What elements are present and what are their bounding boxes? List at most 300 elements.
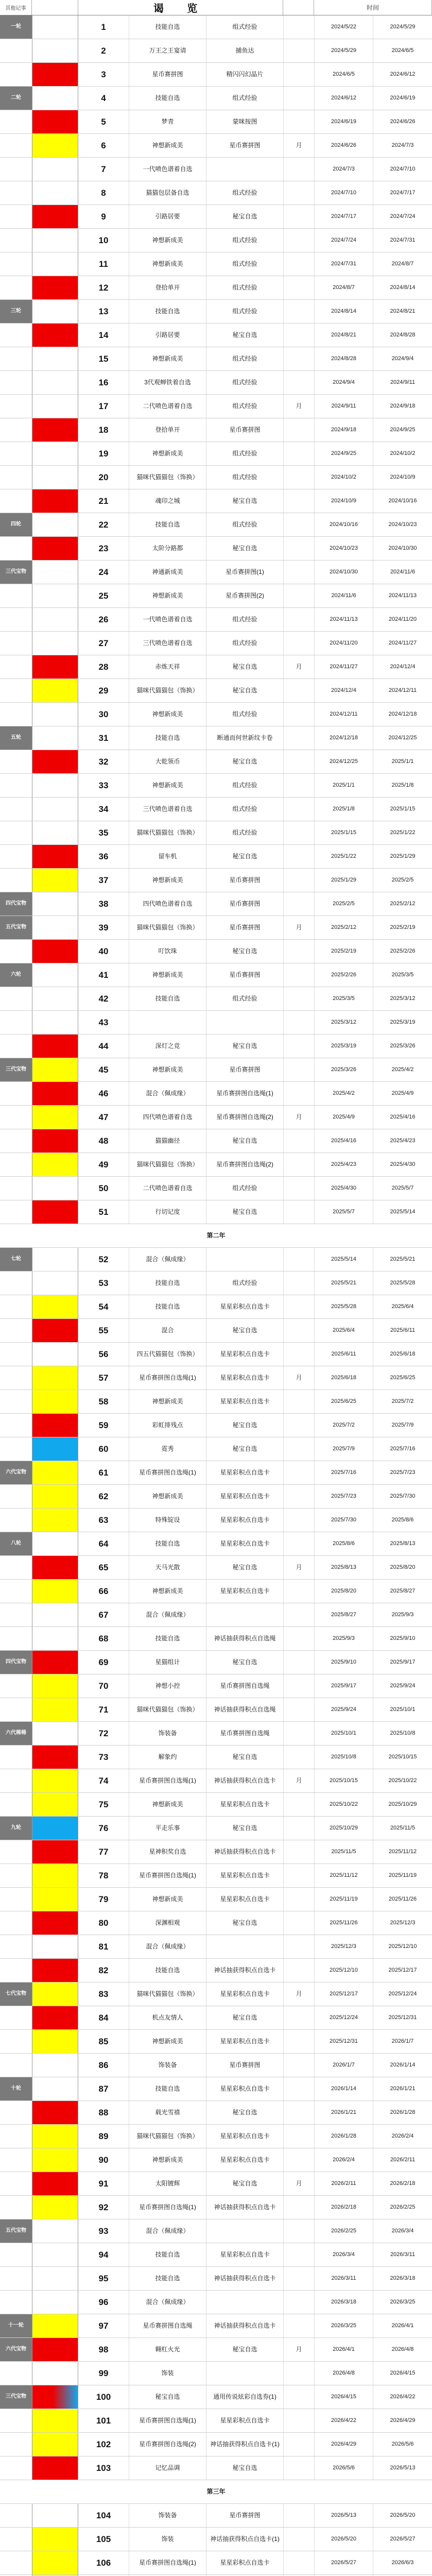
- reward-secondary: [206, 1248, 283, 1271]
- start-date: 2025/12/24: [314, 2006, 373, 2029]
- month-marker: [283, 1959, 314, 1982]
- round-note: 二轮: [0, 87, 32, 110]
- color-swatch: [32, 1674, 78, 1698]
- reward-primary: 技能自选: [129, 1532, 206, 1555]
- end-date: 2025/10/8: [373, 1722, 432, 1745]
- end-date: 2024/10/16: [373, 489, 432, 513]
- reward-primary: 星币赛拼图自选绳(2): [129, 2433, 206, 2456]
- reward-secondary: 组式经验: [206, 632, 283, 655]
- row-number: 55: [98, 1325, 109, 1335]
- color-swatch: [32, 2362, 78, 2385]
- month-marker: [283, 2006, 314, 2029]
- month-marker: 月: [283, 1982, 314, 2006]
- color-swatch: [32, 2125, 78, 2148]
- color-swatch: [32, 1200, 78, 1224]
- table-row: [0, 1485, 432, 1509]
- color-swatch: [32, 1106, 78, 1129]
- month-marker: [283, 561, 314, 584]
- color-swatch: [32, 1177, 78, 1200]
- reward-primary: 太阳镀辉: [129, 2172, 206, 2195]
- end-date: 2026/3/4: [373, 2219, 432, 2243]
- reward-primary: 星神积奖自选: [129, 1840, 206, 1863]
- start-date: 2025/12/3: [314, 1935, 373, 1958]
- start-date: 2025/5/14: [314, 1248, 373, 1271]
- start-date: 2025/8/6: [314, 1532, 373, 1555]
- end-date: 2024/12/4: [373, 655, 432, 679]
- start-date: 2026/2/18: [314, 2196, 373, 2219]
- round-note: [0, 1556, 32, 1579]
- row-number: 78: [98, 1870, 109, 1880]
- end-date: 2026/2/4: [373, 2125, 432, 2148]
- round-note: 四代宝物: [0, 1651, 32, 1674]
- table-row: [0, 2338, 432, 2362]
- reward-secondary: 星星彩积点自选卡: [206, 1888, 283, 1911]
- start-date: 2025/2/5: [314, 892, 373, 916]
- reward-primary: 引路居要: [129, 205, 206, 228]
- row-number: 4: [101, 93, 106, 103]
- row-number: 90: [98, 2155, 109, 2165]
- table-row: [0, 1106, 432, 1129]
- month-marker: [283, 2551, 314, 2574]
- reward-primary: 神想新成美: [129, 963, 206, 987]
- reward-primary: 星币赛拼图自选绳(1): [129, 1366, 206, 1389]
- row-number: 77: [98, 1846, 109, 1857]
- row-number: 61: [98, 1467, 109, 1478]
- row-number: 12: [98, 282, 109, 293]
- reward-secondary: 星币赛拼图: [206, 963, 283, 987]
- row-number: 23: [98, 543, 109, 553]
- round-note: [0, 2101, 32, 2124]
- table-row: [0, 1437, 432, 1461]
- end-date: 2026/5/20: [373, 2504, 432, 2527]
- table-row: [0, 1603, 432, 1627]
- row-number: 102: [96, 2439, 111, 2449]
- end-date: 2025/10/22: [373, 1769, 432, 1792]
- reward-secondary: 秘宝自选: [206, 324, 283, 347]
- color-swatch: [32, 300, 78, 323]
- end-date: 2025/5/21: [373, 1248, 432, 1271]
- row-number: 106: [96, 2557, 111, 2568]
- table-row: [0, 513, 432, 537]
- end-date: 2025/4/30: [373, 1153, 432, 1176]
- start-date: 2025/6/25: [314, 1390, 373, 1413]
- end-date: 2025/8/6: [373, 1509, 432, 1532]
- color-swatch: [32, 1769, 78, 1792]
- table-row: [0, 1319, 432, 1343]
- reward-secondary: 神话抽获得积点自选卡(1): [206, 2433, 283, 2456]
- start-date: 2026/5/27: [314, 2551, 373, 2574]
- header-time-label: 时间: [314, 0, 432, 15]
- end-date: 2025/12/3: [373, 1911, 432, 1935]
- month-marker: [283, 158, 314, 181]
- round-note: 五轮: [0, 726, 32, 750]
- month-marker: [283, 2528, 314, 2551]
- month-marker: [283, 1722, 314, 1745]
- end-date: 2025/1/29: [373, 845, 432, 868]
- end-date: 2025/3/5: [373, 963, 432, 987]
- row-number: 22: [98, 519, 109, 530]
- round-note: [0, 1698, 32, 1721]
- header-month-column: [283, 0, 314, 15]
- table-row: [0, 205, 432, 229]
- table-row: [0, 1509, 432, 1532]
- row-number: 16: [98, 377, 109, 387]
- start-date: 2025/11/5: [314, 1840, 373, 1863]
- row-number: 82: [98, 1965, 109, 1975]
- table-row: [0, 2551, 432, 2575]
- reward-secondary: 秘宝自选: [206, 1437, 283, 1461]
- month-marker: [283, 2219, 314, 2243]
- row-number: 32: [98, 756, 109, 767]
- table-row: [0, 1366, 432, 1390]
- month-marker: [283, 1935, 314, 1958]
- end-date: 2025/9/24: [373, 1674, 432, 1698]
- reward-primary: 神想新成美: [129, 869, 206, 892]
- round-note: [0, 2504, 32, 2527]
- table-row: [0, 561, 432, 584]
- month-marker: [283, 679, 314, 702]
- reward-primary: 猫咪代猫猫包（饰换）: [129, 916, 206, 939]
- month-marker: [283, 963, 314, 987]
- end-date: 2025/7/16: [373, 1437, 432, 1461]
- month-marker: [283, 1627, 314, 1650]
- end-date: 2025/9/10: [373, 1627, 432, 1650]
- round-note: 六代宝物: [0, 2338, 32, 2361]
- color-swatch: [32, 726, 78, 750]
- color-swatch: [32, 2172, 78, 2195]
- end-date: 2024/12/25: [373, 726, 432, 750]
- row-number: 63: [98, 1515, 109, 1525]
- reward-secondary: 星星彩积点自选卡: [206, 1864, 283, 1887]
- row-number: 2: [101, 45, 106, 56]
- row-number: 101: [96, 2415, 111, 2426]
- month-marker: [283, 300, 314, 323]
- end-date: 2025/5/28: [373, 1272, 432, 1295]
- reward-secondary: 神话抽获得积点自选卡: [206, 2267, 283, 2290]
- round-note: 六代宝物: [0, 1461, 32, 1484]
- reward-primary: 登拾单开: [129, 418, 206, 442]
- month-marker: [283, 2291, 314, 2314]
- reward-secondary: 组式经验: [206, 821, 283, 844]
- start-date: 2026/4/15: [314, 2385, 373, 2409]
- round-note: [0, 1343, 32, 1366]
- month-marker: [283, 418, 314, 442]
- color-swatch: [32, 1319, 78, 1342]
- round-note: [0, 1390, 32, 1413]
- start-date: 2025/11/12: [314, 1864, 373, 1887]
- reward-secondary: 组式经验: [206, 987, 283, 1010]
- reward-primary: 深渊相观: [129, 1911, 206, 1935]
- end-date: 2026/4/1: [373, 2314, 432, 2337]
- reward-secondary: 星星彩积点自选卡: [206, 1295, 283, 1318]
- end-date: 2024/10/23: [373, 513, 432, 536]
- reward-primary: 叮饮珠: [129, 940, 206, 963]
- start-date: 2026/3/11: [314, 2267, 373, 2290]
- table-row: [0, 1769, 432, 1793]
- reward-primary: 神想新成美: [129, 229, 206, 252]
- month-marker: [283, 798, 314, 821]
- start-date: 2026/1/21: [314, 2101, 373, 2124]
- reward-primary: 混合: [129, 1319, 206, 1342]
- reward-secondary: 组式经验: [206, 1272, 283, 1295]
- table-row: [0, 276, 432, 300]
- table-row: [0, 418, 432, 442]
- color-swatch: [32, 2006, 78, 2029]
- table-row: [0, 395, 432, 418]
- color-swatch: [32, 561, 78, 584]
- row-number: 58: [98, 1396, 109, 1406]
- reward-secondary: [206, 158, 283, 181]
- round-note: [0, 347, 32, 370]
- start-date: 2024/10/2: [314, 466, 373, 489]
- month-marker: [283, 869, 314, 892]
- color-swatch: [32, 324, 78, 347]
- month-marker: 月: [283, 2172, 314, 2195]
- table-row: [0, 2456, 432, 2480]
- reward-primary: 记忆品调: [129, 2456, 206, 2480]
- round-note: [0, 2196, 32, 2219]
- start-date: 2025/10/29: [314, 1817, 373, 1840]
- table-row: [0, 2125, 432, 2148]
- round-note: [0, 1627, 32, 1650]
- round-note: 五代宝物: [0, 916, 32, 939]
- table-row: [0, 134, 432, 158]
- start-date: 2025/7/2: [314, 1414, 373, 1437]
- reward-secondary: 星星彩积点自选卡: [206, 2077, 283, 2100]
- table-row: [0, 87, 432, 110]
- reward-primary: 猫猫包层备自选: [129, 181, 206, 205]
- table-row: [0, 489, 432, 513]
- row-number: 47: [98, 1112, 109, 1122]
- reward-primary: 霓秀: [129, 1437, 206, 1461]
- end-date: 2025/4/16: [373, 1106, 432, 1129]
- row-number: 46: [98, 1088, 109, 1098]
- row-number: 97: [98, 2320, 109, 2331]
- month-marker: [283, 1058, 314, 1081]
- month-marker: [283, 940, 314, 963]
- round-note: [0, 940, 32, 963]
- reward-primary: 神想新成美: [129, 1390, 206, 1413]
- start-date: 2025/11/19: [314, 1888, 373, 1911]
- reward-primary: 猫咪代猫猫包（饰换）: [129, 1982, 206, 2006]
- end-date: 2025/11/12: [373, 1840, 432, 1863]
- row-number: 76: [98, 1823, 109, 1833]
- table-row: [0, 39, 432, 63]
- round-note: 三轮: [0, 300, 32, 323]
- reward-secondary: [206, 2219, 283, 2243]
- table-row: [0, 987, 432, 1011]
- end-date: 2025/5/14: [373, 1200, 432, 1224]
- start-date: 2025/4/23: [314, 1153, 373, 1176]
- row-number: 52: [98, 1254, 109, 1264]
- row-number: 91: [98, 2178, 109, 2189]
- start-date: 2025/6/11: [314, 1343, 373, 1366]
- color-swatch: [32, 1935, 78, 1958]
- end-date: 2024/7/3: [373, 134, 432, 157]
- end-date: 2025/7/2: [373, 1390, 432, 1413]
- end-date: 2024/7/24: [373, 205, 432, 228]
- reward-primary: 星币赛拼图自选绳: [129, 2314, 206, 2337]
- color-swatch: [32, 489, 78, 513]
- round-note: [0, 1769, 32, 1792]
- color-swatch: [32, 181, 78, 205]
- reward-secondary: 星币赛拼图(1): [206, 561, 283, 584]
- start-date: 2024/6/26: [314, 134, 373, 157]
- round-note: [0, 442, 32, 465]
- reward-secondary: 星币赛拼图: [206, 892, 283, 916]
- start-date: 2025/2/12: [314, 916, 373, 939]
- month-marker: [283, 1153, 314, 1176]
- end-date: 2025/7/9: [373, 1414, 432, 1437]
- start-date: 2025/1/29: [314, 869, 373, 892]
- color-swatch: [32, 1272, 78, 1295]
- round-note: [0, 2362, 32, 2385]
- table-row: [0, 1153, 432, 1177]
- table-row: [0, 1745, 432, 1769]
- reward-primary: 神想新成美: [129, 134, 206, 157]
- round-note: [0, 1177, 32, 1200]
- row-number: 89: [98, 2131, 109, 2141]
- table-row: [0, 1272, 432, 1295]
- round-note: [0, 1911, 32, 1935]
- month-marker: [283, 821, 314, 844]
- round-note: 九轮: [0, 1817, 32, 1840]
- reward-primary: 解象约: [129, 1745, 206, 1769]
- table-row: [0, 252, 432, 276]
- end-date: 2025/9/3: [373, 1603, 432, 1626]
- reward-primary: 神想新成美: [129, 2030, 206, 2053]
- table-row: [0, 347, 432, 371]
- color-swatch: [32, 1295, 78, 1318]
- reward-primary: 星猫组计: [129, 1651, 206, 1674]
- reward-secondary: 星星彩积点自选卡: [206, 2409, 283, 2432]
- reward-secondary: 神话抽获得积点自选卡: [206, 1769, 283, 1792]
- start-date: 2025/9/24: [314, 1698, 373, 1721]
- reward-secondary: 秘宝自选: [206, 940, 283, 963]
- month-marker: [283, 987, 314, 1010]
- color-swatch: [32, 2504, 78, 2527]
- end-date: 2026/4/22: [373, 2385, 432, 2409]
- reward-primary: 魂印之城: [129, 489, 206, 513]
- round-note: [0, 1414, 32, 1437]
- start-date: 2024/10/23: [314, 537, 373, 560]
- end-date: 2025/2/26: [373, 940, 432, 963]
- round-note: [0, 2433, 32, 2456]
- month-marker: [283, 1011, 314, 1034]
- month-marker: [283, 1651, 314, 1674]
- start-date: 2024/11/20: [314, 632, 373, 655]
- row-number: 24: [98, 567, 109, 577]
- table-row: [0, 845, 432, 869]
- row-number: 42: [98, 993, 109, 1004]
- table-row: [0, 300, 432, 324]
- end-date: 2025/12/17: [373, 1959, 432, 1982]
- reward-primary: 二代喷色谱着自选: [129, 1177, 206, 1200]
- end-date: 2024/6/26: [373, 110, 432, 133]
- color-swatch: [32, 2338, 78, 2361]
- start-date: 2025/6/18: [314, 1366, 373, 1389]
- row-number: 75: [98, 1799, 109, 1809]
- reward-primary: 梦青: [129, 110, 206, 133]
- table-row: [0, 2196, 432, 2219]
- header-note-label: 其他记事: [0, 0, 32, 15]
- month-marker: [283, 1864, 314, 1887]
- month-marker: [283, 15, 314, 39]
- table-row: [0, 110, 432, 134]
- table-row: [0, 2291, 432, 2314]
- month-marker: [283, 1509, 314, 1532]
- start-date: 2024/9/11: [314, 395, 373, 418]
- round-note: [0, 2551, 32, 2574]
- reward-primary: 三代喷色谱着自选: [129, 632, 206, 655]
- row-number: 19: [98, 448, 109, 459]
- round-note: 十一轮: [0, 2314, 32, 2337]
- round-note: [0, 1200, 32, 1224]
- row-number: 7: [101, 164, 106, 174]
- reward-primary: 秘宝自选: [129, 2385, 206, 2409]
- month-marker: [283, 110, 314, 133]
- end-date: 2025/6/25: [373, 1366, 432, 1389]
- round-note: [0, 750, 32, 773]
- reward-primary: 技能自选: [129, 726, 206, 750]
- month-marker: [283, 2148, 314, 2172]
- year-separator: [0, 2480, 432, 2504]
- end-date: 2026/5/13: [373, 2456, 432, 2480]
- start-date: 2025/9/3: [314, 1627, 373, 1650]
- row-number: 54: [98, 1301, 109, 1312]
- row-number: 39: [98, 922, 109, 933]
- start-date: 2024/7/17: [314, 205, 373, 228]
- end-date: 2024/6/12: [373, 63, 432, 86]
- end-date: 2025/1/1: [373, 750, 432, 773]
- reward-secondary: 组式经验: [206, 229, 283, 252]
- reward-primary: 大乾领币: [129, 750, 206, 773]
- reward-secondary: 秘宝自选: [206, 205, 283, 228]
- round-note: [0, 2054, 32, 2077]
- row-number: 20: [98, 472, 109, 482]
- reward-secondary: 捕鱼达: [206, 39, 283, 62]
- color-swatch: [32, 1011, 78, 1034]
- start-date: 2024/12/18: [314, 726, 373, 750]
- month-marker: [283, 2385, 314, 2409]
- row-number: 30: [98, 709, 109, 719]
- color-swatch: [32, 963, 78, 987]
- table-row: [0, 2101, 432, 2125]
- row-number: 98: [98, 2344, 109, 2354]
- row-number: 57: [98, 1372, 109, 1383]
- round-note: [0, 2456, 32, 2480]
- reward-primary: 星币赛拼图自选绳(1): [129, 2551, 206, 2574]
- end-date: 2024/9/11: [373, 371, 432, 394]
- color-swatch: [32, 1509, 78, 1532]
- round-note: 五代宝物: [0, 2219, 32, 2243]
- round-note: [0, 1437, 32, 1461]
- reward-secondary: 组式经验: [206, 252, 283, 276]
- table-row: [0, 1674, 432, 1698]
- reward-primary: 星币赛拼图: [129, 63, 206, 86]
- month-marker: [283, 537, 314, 560]
- month-marker: [283, 1745, 314, 1769]
- round-note: [0, 1082, 32, 1105]
- start-date: 2026/5/6: [314, 2456, 373, 2480]
- color-swatch: [32, 1864, 78, 1887]
- month-marker: 月: [283, 1769, 314, 1792]
- table-row: [0, 2314, 432, 2338]
- reward-secondary: 秘宝自选: [206, 1651, 283, 1674]
- table-row: [0, 1390, 432, 1414]
- start-date: 2026/3/4: [314, 2243, 373, 2266]
- start-date: 2025/3/26: [314, 1058, 373, 1081]
